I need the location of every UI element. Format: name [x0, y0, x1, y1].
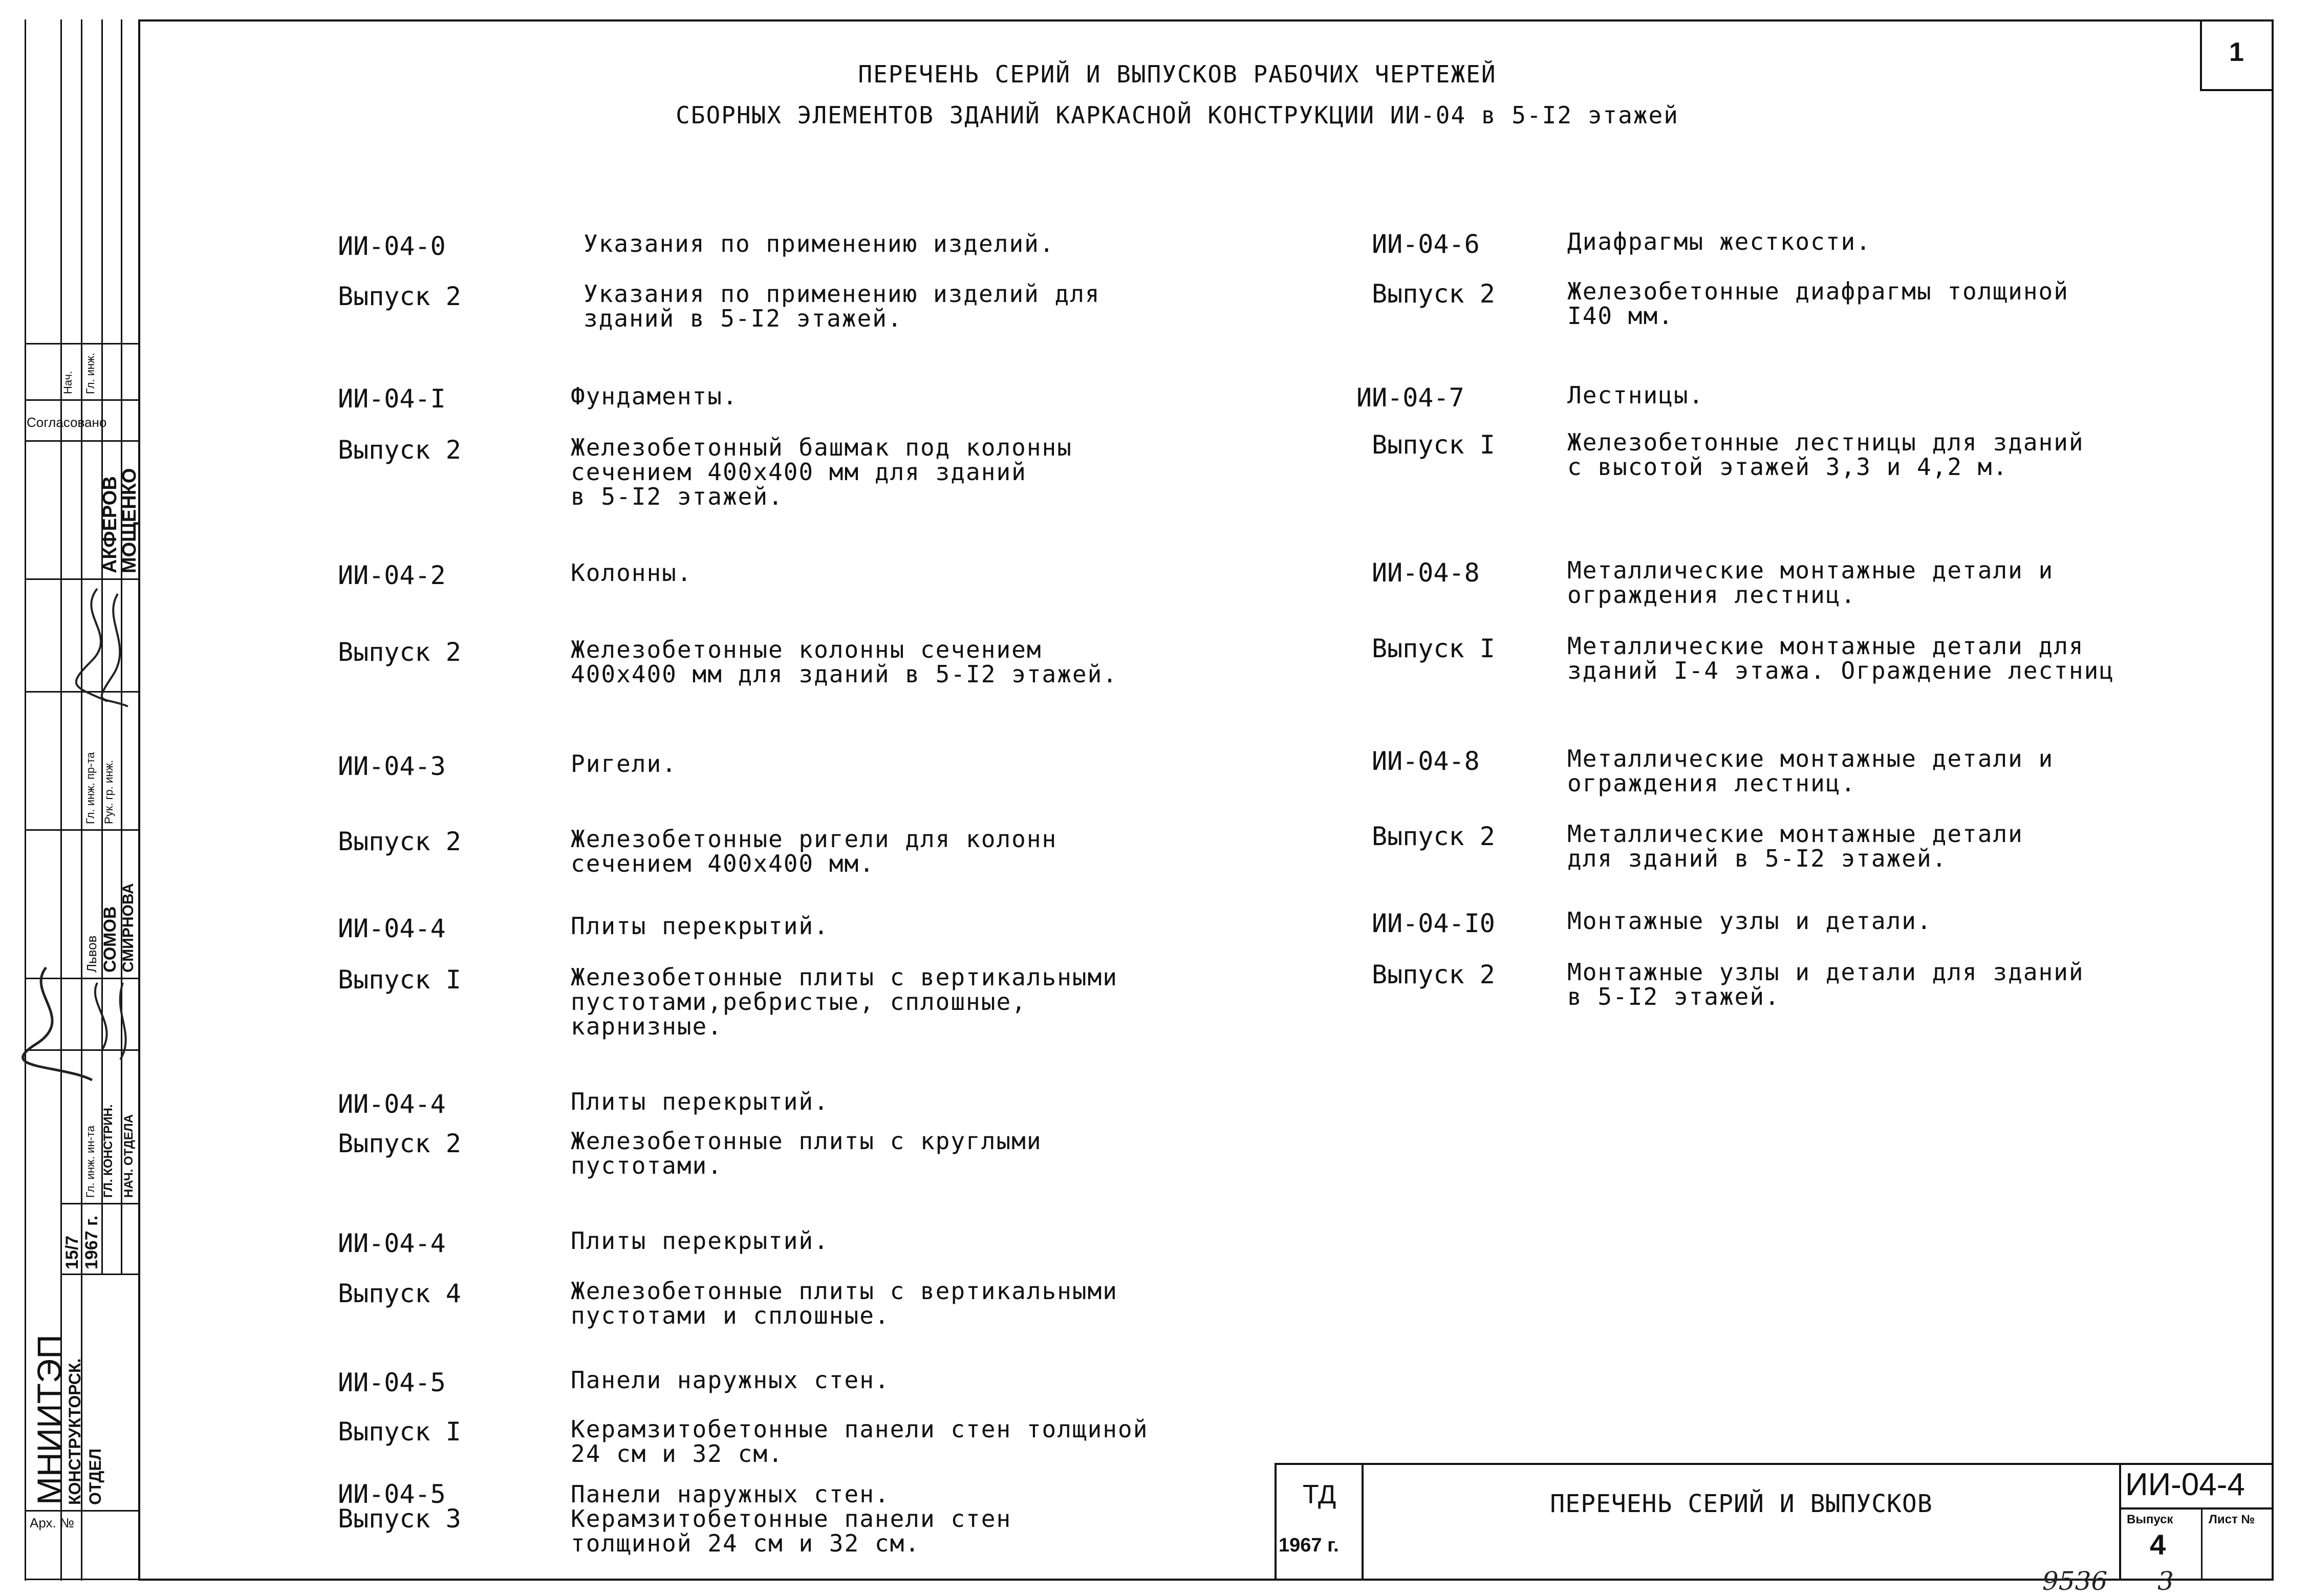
stamp-role-2: НАЧ. ОТДЕЛА — [122, 1114, 136, 1198]
right-code-7: Выпуск 2 — [1372, 822, 1495, 851]
left-code-11: Выпуск 2 — [338, 1129, 461, 1158]
left-code-1: Выпуск 2 — [338, 282, 461, 311]
frame-left — [138, 19, 140, 1581]
left-text-0: Указания по применению изделий. — [584, 230, 1055, 257]
right-code-0: ИИ-04-6 — [1372, 229, 1480, 259]
stamp-h2 — [60, 1274, 138, 1275]
tb-td: ТД — [1303, 1480, 1336, 1509]
right-text-0: Диафрагмы жесткости. — [1567, 228, 1871, 255]
right-code-3: Выпуск I — [1372, 430, 1495, 460]
right-text-6: Металлические монтажные детали и ограждения лестниц. — [1567, 745, 2054, 797]
right-text-8: Монтажные узлы и детали. — [1567, 907, 1932, 935]
frame-top — [138, 19, 2274, 21]
right-text-9: Монтажные узлы и детали для зданий в 5-I2 этажей. — [1567, 958, 2084, 1010]
left-text-4: Колонны. — [571, 559, 693, 587]
tb-left — [1275, 1463, 1277, 1581]
right-code-4: ИИ-04-8 — [1372, 558, 1480, 588]
left-text-2: Фундаменты. — [571, 382, 738, 410]
left-code-16: ИИ-04-5 Выпуск 3 — [338, 1479, 461, 1534]
stamp-name-2: СМИРНОВА — [120, 883, 137, 973]
stamp-name2-1: МОЩЕНКО — [119, 468, 140, 573]
left-code-4: ИИ-04-2 — [338, 560, 446, 590]
left-text-6: Ригели. — [571, 750, 677, 778]
right-text-4: Металлические монтажные детали и ограждения лестниц. — [1567, 556, 2054, 609]
left-code-2: ИИ-04-I — [338, 384, 446, 414]
stamp-name2-0: АКФЕРОВ — [99, 476, 121, 573]
left-text-10: Плиты перекрытий. — [571, 1088, 829, 1115]
right-text-7: Металлические монтажные детали для зданий в 5-I2 этажей. — [1567, 820, 2023, 872]
left-text-16: Панели наружных стен. Керамзитобетонные панели стен толщиной 24 см и 32 см. — [571, 1480, 1012, 1557]
right-code-6: ИИ-04-8 — [1372, 746, 1480, 776]
stamp-name-1: СОМОВ — [100, 906, 120, 973]
left-text-11: Железобетонные плиты с круглыми пустотами. — [571, 1127, 1042, 1179]
footer-suffix: 3 — [2157, 1566, 2174, 1596]
right-code-8: ИИ-04-I0 — [1372, 909, 1495, 938]
left-code-15: Выпуск I — [338, 1417, 461, 1447]
stamp-arch: Арх. № — [30, 1515, 74, 1530]
left-text-3: Железобетонный башмак под колонны сечением 400х400 мм для зданий в 5-I2 этажей. — [571, 434, 1072, 510]
stamp-name-0: Львов — [84, 935, 99, 973]
stamp-agreed: Согласовано — [27, 415, 107, 430]
tb-series: ИИ-04-4 — [2125, 1467, 2245, 1502]
sheet-number: 1 — [2229, 37, 2244, 67]
tb-year: 1967 г. — [1279, 1535, 1339, 1556]
stamp-dept: КОНСТРУКТОРСК. ОТДЕЛ — [66, 1358, 104, 1505]
stamp-h-bottom — [25, 1579, 138, 1580]
right-code-5: Выпуск I — [1372, 634, 1495, 663]
stamp-role-0: Гл. инж. ин-та — [84, 1126, 97, 1198]
frame-bottom — [138, 1579, 2274, 1581]
frame-right — [2272, 19, 2274, 1581]
left-code-13: Выпуск 4 — [338, 1279, 461, 1308]
stamp-h3 — [60, 1203, 138, 1204]
right-text-3: Железобетонные лестницы для зданий с высотой этажей 3,3 и 4,2 м. — [1567, 428, 2084, 481]
tb-hdiv — [2119, 1507, 2274, 1509]
tb-name: ПЕРЕЧЕНЬ СЕРИЙ И ВЫПУСКОВ — [1550, 1490, 1933, 1518]
stamp-role2-1: Рук. гр. инж. — [102, 760, 115, 824]
left-text-15: Керамзитобетонные панели стен толщиной 24 см и 32 см. — [571, 1415, 1149, 1468]
left-code-12: ИИ-04-4 — [338, 1228, 446, 1258]
stamp-h9 — [25, 440, 138, 442]
stamp-role-1: ГЛ. КОНСТРИН. — [101, 1104, 115, 1198]
left-text-1: Указания по применению изделий для зданий в 5-I2 этажей. — [584, 280, 1100, 332]
left-text-9: Железобетонные плиты с вертикальными пустотами,ребристые, сплошные, карнизные. — [571, 963, 1118, 1040]
left-code-14: ИИ-04-5 — [338, 1368, 446, 1397]
tb-issue-value: 4 — [2150, 1528, 2166, 1561]
tb-issue-label: Выпуск — [2127, 1513, 2173, 1526]
left-text-13: Железобетонные плиты с вертикальными пустотами и сплошные. — [571, 1277, 1118, 1329]
left-code-3: Выпуск 2 — [338, 435, 461, 465]
left-code-8: ИИ-04-4 — [338, 914, 446, 943]
tb-top — [1275, 1463, 2274, 1465]
left-text-7: Железобетонные ригели для колонн сечением 400х400 мм. — [571, 825, 1057, 877]
left-code-0: ИИ-04-0 — [338, 231, 446, 261]
right-code-9: Выпуск 2 — [1372, 960, 1495, 989]
tb-div1 — [1362, 1463, 1364, 1581]
stamp-gl-inzh: Гл. инж. — [84, 352, 97, 394]
left-code-10: ИИ-04-4 — [338, 1089, 446, 1119]
left-code-6: ИИ-04-3 — [338, 751, 446, 781]
stamp-h1 — [25, 1510, 138, 1512]
left-code-9: Выпуск I — [338, 965, 461, 995]
left-code-7: Выпуск 2 — [338, 827, 461, 856]
right-text-2: Лестницы. — [1567, 381, 1704, 409]
page-title-line2: СБОРНЫХ ЭЛЕМЕНТОВ ЗДАНИЙ КАРКАСНОЙ КОНСТРУКЦИИ ИИ-04 в 5-I2 этажей — [676, 101, 1679, 129]
sheet-box-bottom — [2200, 89, 2274, 91]
left-text-14: Панели наружных стен. — [571, 1366, 890, 1394]
sheet-box-left — [2200, 19, 2202, 91]
stamp-role2-0: Гл. инж. пр-та — [84, 752, 97, 824]
tb-vdiv3 — [2201, 1507, 2203, 1581]
stamp-h11 — [25, 343, 138, 344]
left-text-5: Железобетонные колонны сечением 400х400 мм для зданий в 5-I2 этажей. — [571, 636, 1118, 688]
right-text-5: Металлические монтажные детали для зданий I-4 этажа. Ограждение лестниц — [1567, 632, 2114, 684]
stamp-nach: Нач. — [61, 371, 74, 394]
stamp-h10 — [25, 399, 138, 401]
right-text-1: Железобетонные диафрагмы толщиной I40 мм. — [1567, 277, 2069, 330]
tb-div2 — [2119, 1463, 2121, 1581]
tb-sheet-label: Лист № — [2209, 1513, 2255, 1526]
right-code-2: ИИ-04-7 — [1356, 383, 1464, 413]
stamp-org: МНИИТЭП — [30, 1334, 68, 1505]
stamp-date: 15/7 1967 г. — [62, 1215, 101, 1269]
left-text-12: Плиты перекрытий. — [571, 1227, 829, 1255]
signature-scribbles — [15, 573, 138, 1085]
left-code-5: Выпуск 2 — [338, 637, 461, 667]
right-code-1: Выпуск 2 — [1372, 279, 1495, 309]
page-title-line1: ПЕРЕЧЕНЬ СЕРИЙ И ВЫПУСКОВ РАБОЧИХ ЧЕРТЕЖЕЙ — [858, 60, 1497, 88]
footer-number: 9536 — [2042, 1566, 2108, 1596]
left-text-8: Плиты перекрытий. — [571, 912, 829, 940]
